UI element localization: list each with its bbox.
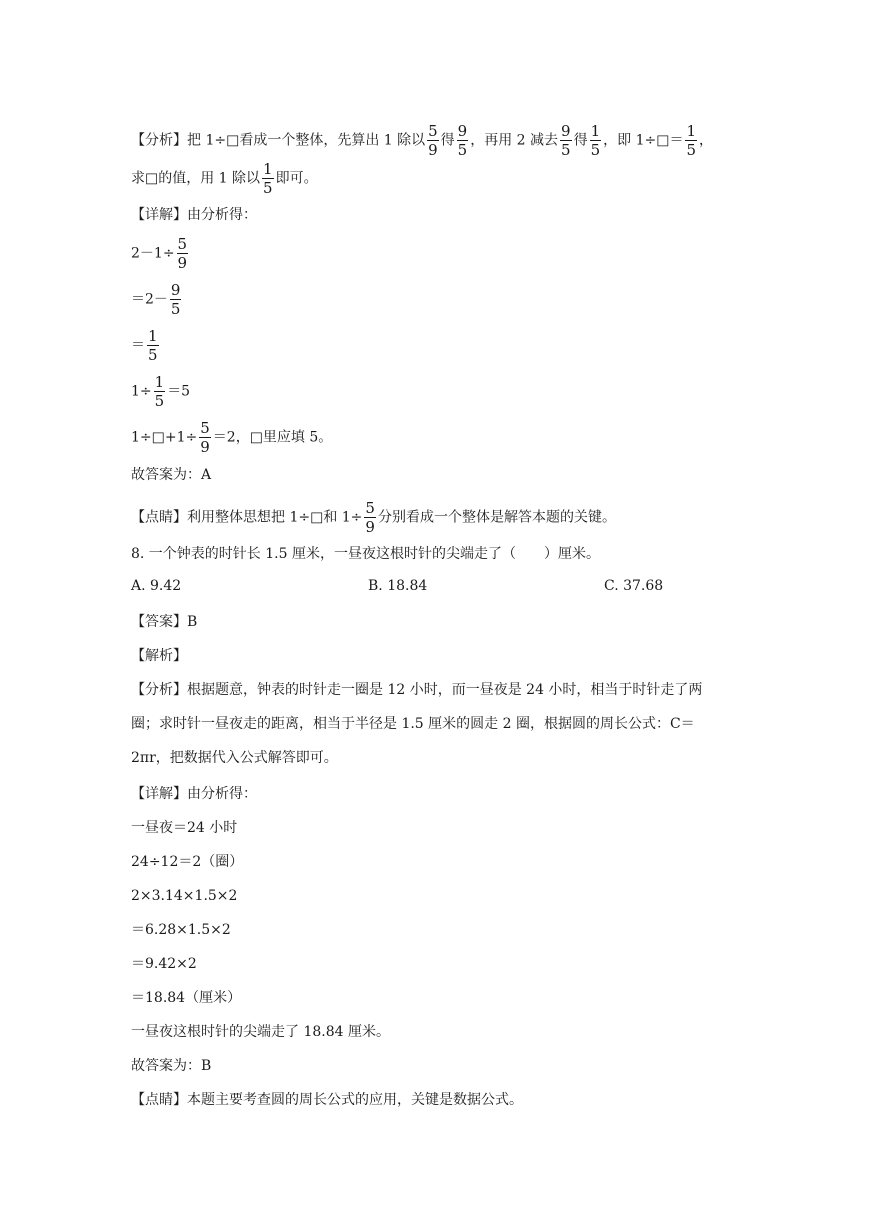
- analysis-line-1: [131, 122, 713, 159]
- step-3: 2×3.14×1.5×2: [131, 888, 238, 904]
- text: 得: [573, 132, 588, 149]
- denominator: 5: [457, 141, 468, 159]
- numerator: 5: [428, 122, 438, 140]
- step-7: 一昼夜这根时针的尖端走了 18.84 厘米。: [131, 1024, 390, 1040]
- numerator: 5: [365, 499, 375, 517]
- numerator: 5: [200, 419, 210, 437]
- fraction-1-5: [685, 122, 697, 159]
- text: ，再用 2 减去: [470, 132, 559, 149]
- question-8-stem: 8. 一个钟表的时针长 1.5 厘米，一昼夜这根时针的尖端走了（ ）厘米。: [131, 546, 600, 562]
- text: ＝: [131, 337, 145, 354]
- fraction-5-9: [364, 499, 376, 536]
- numerator: 9: [170, 281, 181, 299]
- option-c: C. 37.68: [604, 578, 664, 594]
- calc-step-2: [131, 281, 183, 318]
- detail-heading: 【详解】由分析得：: [131, 207, 257, 223]
- calc-step-4: [131, 373, 190, 410]
- denominator: 5: [154, 392, 165, 410]
- fraction-9-5: [457, 122, 469, 159]
- text: 【分析】把 1÷□看成一个整体，先算出 1 除以: [131, 132, 426, 149]
- denominator: 5: [263, 179, 273, 197]
- fraction-1-5: [154, 373, 166, 410]
- text: 1÷: [131, 383, 152, 400]
- answer-label: 【答案】B: [131, 614, 198, 630]
- option-a: A. 9.42: [131, 578, 182, 594]
- denominator: 9: [177, 254, 188, 272]
- fraction-9-5: [560, 122, 572, 159]
- text: ，即 1÷□＝: [603, 132, 684, 149]
- text: 1÷□+1÷: [131, 429, 198, 446]
- calc-step-1: [131, 235, 190, 272]
- numerator: 9: [457, 122, 468, 140]
- text: ＝5: [167, 383, 191, 400]
- numerator: 1: [263, 160, 273, 178]
- denominator: 5: [170, 300, 181, 318]
- numerator: 5: [177, 235, 188, 253]
- step-4: ＝6.28×1.5×2: [131, 922, 231, 938]
- detail-heading-2: 【详解】由分析得：: [131, 786, 257, 802]
- numerator: 1: [686, 122, 696, 140]
- jiexi-label: 【解析】: [131, 648, 187, 664]
- analysis-text-1: 【分析】根据题意，钟表的时针走一圈是 12 小时，而一昼夜是 24 小时，相当于时针走了两: [131, 682, 703, 698]
- text: 即可。: [275, 170, 318, 187]
- numerator: 9: [561, 122, 571, 140]
- text: 得: [440, 132, 455, 149]
- text: ＝2－: [131, 291, 168, 308]
- denominator: 5: [561, 141, 571, 159]
- denominator: 5: [686, 141, 696, 159]
- comment-line-2: 【点睛】本题主要考查圆的周长公式的应用，关键是数据公式。: [131, 1092, 523, 1108]
- denominator: 9: [365, 518, 375, 536]
- numerator: 1: [148, 327, 158, 345]
- step-2: 24÷12＝2（圈）: [131, 854, 244, 870]
- denominator: 9: [200, 438, 210, 456]
- analysis-text-2: 圈；求时针一昼夜走的距离，相当于半径是 1.5 厘米的圆走 2 圈，根据圆的周长公式：C＝: [131, 716, 695, 732]
- text: 2－1÷: [131, 245, 175, 262]
- step-1: 一昼夜＝24 小时: [131, 820, 238, 836]
- analysis-line-2: [131, 160, 318, 197]
- analysis-text-3: 2πr，把数据代入公式解答即可。: [131, 750, 338, 766]
- fraction-1-5: [590, 122, 602, 159]
- step-6: ＝18.84（厘米）: [131, 990, 242, 1006]
- denominator: 5: [148, 346, 158, 364]
- text: ＝2，□里应填 5。: [212, 429, 333, 446]
- calc-step-3: [131, 327, 161, 364]
- numerator: 1: [590, 122, 601, 140]
- fraction-5-9: [177, 235, 189, 272]
- fraction-1-5: [147, 327, 159, 364]
- text: 分别看成一个整体是解答本题的关键。: [377, 509, 616, 526]
- comment-line-1: [131, 499, 616, 536]
- denominator: 5: [590, 141, 601, 159]
- text: ，: [699, 132, 713, 149]
- fraction-5-9: [427, 122, 439, 159]
- calc-step-5: [131, 419, 332, 456]
- fraction-5-9: [199, 419, 211, 456]
- fraction-9-5: [170, 281, 182, 318]
- fraction-1-5: [262, 160, 274, 197]
- text: 【点睛】利用整体思想把 1÷□和 1÷: [131, 509, 363, 526]
- text: 求□的值，用 1 除以: [131, 170, 261, 187]
- numerator: 1: [154, 373, 165, 391]
- step-5: ＝9.42×2: [131, 956, 197, 972]
- denominator: 9: [428, 141, 438, 159]
- option-b: B. 18.84: [368, 578, 428, 594]
- final-answer: 故答案为：B: [131, 1058, 212, 1074]
- answer-line-1: 故答案为：A: [131, 467, 212, 483]
